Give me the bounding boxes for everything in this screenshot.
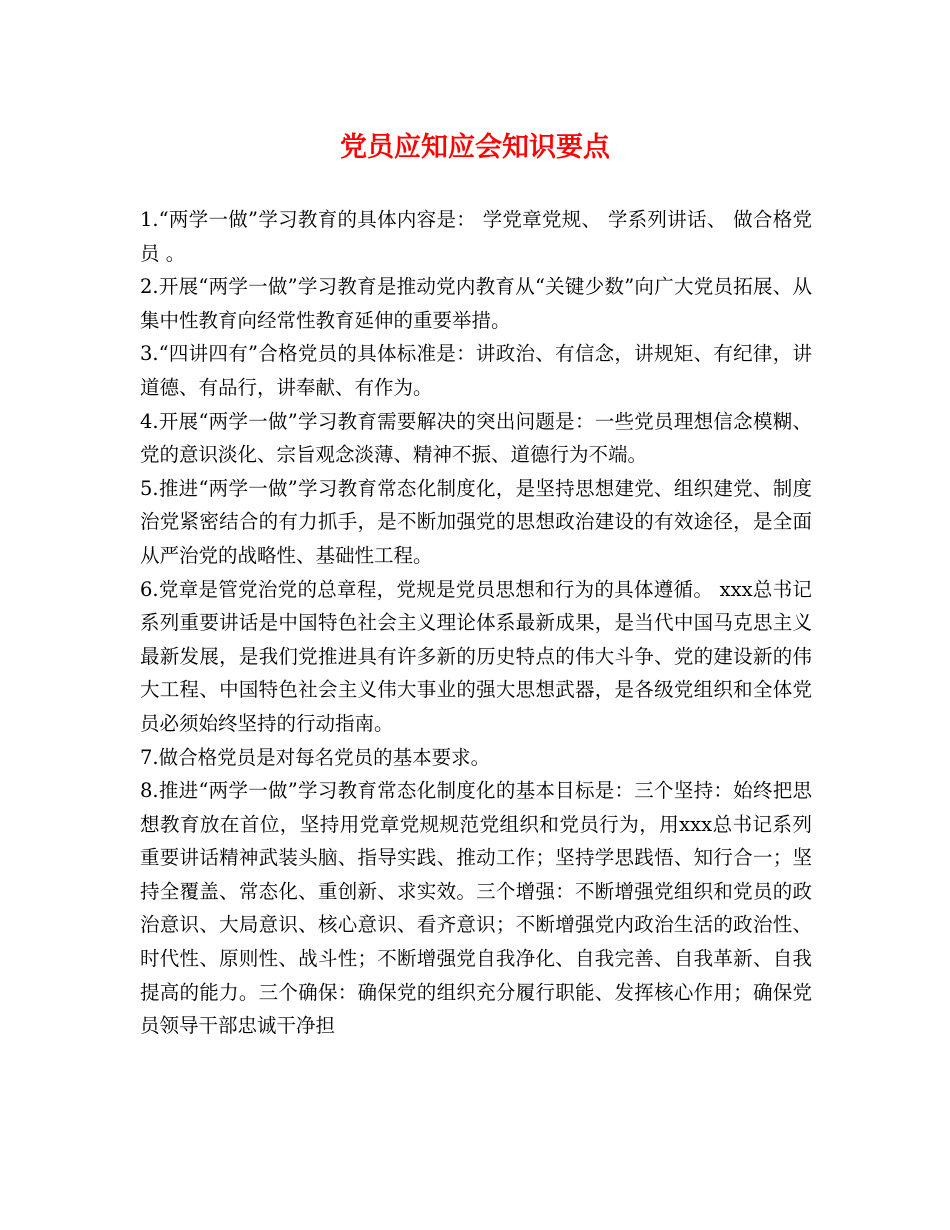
paragraph-7: 7.做合格党员是对每名党员的基本要求。 bbox=[140, 745, 491, 769]
paragraph-3: 3.“四讲四有”合格党员的具体标准是：讲政治、有信念，讲规矩、有纪律，讲道德、有品行，讲奉献、有作为。 bbox=[140, 342, 812, 399]
paragraph-8: 8.推进“两学一做”学习教育常态化制度化的基本目标是：三个坚持：始终把思想教育放在首位，坚持用党章党规规范党组织和党员行为，用xxx总书记系列重要讲话精神武装头脑、指导实践、推动工作；坚持学思践悟、知行合一；坚持全覆盖、常态化、重创新、求实效。三个增强：不断增强党组织和党员的政治意识、大局意识、核心意识、看齐意识；不断增强党内政治生活的政治性、时代性、原则性、战斗性；不断增强党自我净化、自我完善、自我革新、自我提高的能力。三个确保：确保党的组织充分履行职能、发挥核心作用；确保党员领导干部忠诚干净担 bbox=[140, 779, 812, 1038]
document-title: 党员应知应会知识要点 bbox=[340, 132, 610, 163]
paragraph-5: 5.推进“两学一做”学习教育常态化制度化，是坚持思想建党、组织建党、制度治党紧密结合的有力抓手，是不断加强党的思想政治建设的有效途径，是全面从严治党的战略性、基础性工程。 bbox=[140, 476, 812, 567]
paragraph-1: 1.“两学一做”学习教育的具体内容是： 学党章党规、 学系列讲话、 做合格党员 。 bbox=[140, 208, 812, 265]
paragraph-4: 4.开展“两学一做”学习教育需要解决的突出问题是：一些党员理想信念模糊、党的意识淡化、宗旨观念淡薄、精神不振、道德行为不端。 bbox=[140, 409, 812, 467]
document-body bbox=[140, 203, 812, 1043]
paragraph-6: 6.党章是管党治党的总章程，党规是党员思想和行为的具体遵循。 xxx总书记系列重要讲话是中国特色社会主义理论体系最新成果，是当代中国马克思主义最新发展，是我们党推进具有许多新的历史特点的伟大斗争、党的建设新的伟大工程、中国特色社会主义伟大事业的强大思想武器，是各级党组织和全体党员必须始终坚持的行动指南。 bbox=[140, 577, 812, 735]
paragraph-2: 2.开展“两学一做”学习教育是推动党内教育从“关键少数”向广大党员拓展、从集中性教育向经常性教育延伸的重要举措。 bbox=[140, 275, 812, 332]
